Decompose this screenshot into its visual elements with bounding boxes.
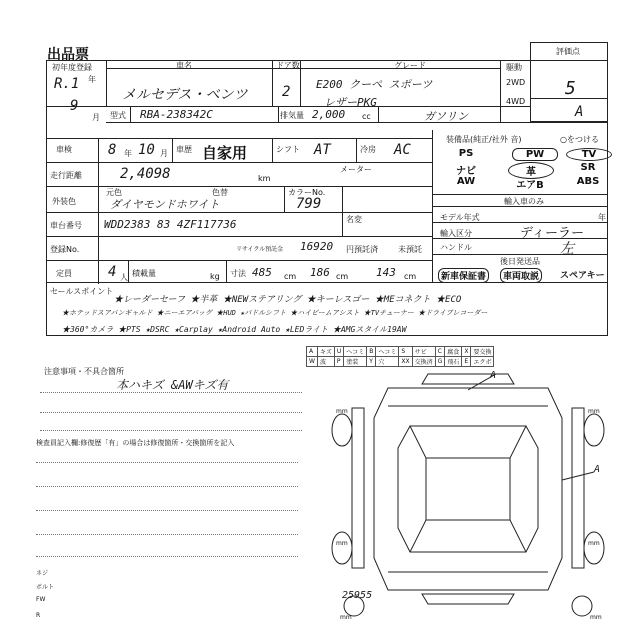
equip-abs: ABS (576, 176, 600, 187)
sales-label: セールスポイント (50, 287, 114, 296)
grade-line1: E200 クーペ スポーツ (316, 78, 433, 91)
interior-score: A (575, 104, 584, 120)
legend-cell: E (462, 357, 471, 367)
inspection-year: 8 (108, 142, 117, 158)
ac: AC (394, 142, 411, 158)
recycle-amount: 16920 (300, 240, 334, 253)
car-name: メルセデス・ベンツ (122, 87, 248, 103)
first-reg-era: R.1 (54, 76, 80, 92)
usage: 自家用 (202, 144, 248, 162)
model-code: RBA-238342C (140, 108, 213, 121)
legend-cell: C (435, 347, 445, 357)
recycle-unpaid: 未預託 (398, 245, 422, 254)
usage-label: 車歴 (176, 145, 192, 154)
import-only: 輸入車のみ (504, 197, 544, 206)
width-unit: cm (336, 272, 349, 281)
legend-cell: 交換済 (412, 357, 435, 367)
sales-line-1: ★レーダーセーフ ★半革 ★NEWステアリング ★キーレスゴー ★MEコネクト ★ECO (114, 295, 462, 305)
car-name-label: 車名 (176, 61, 192, 70)
equip-note: ○をつける (560, 135, 599, 144)
vin-label: 車台番号 (50, 221, 82, 230)
first-reg-month: 9 (70, 98, 79, 114)
mm-label-fl: mm (336, 408, 348, 415)
legend-cell: 波 (317, 357, 334, 367)
legend-cell: S (399, 347, 412, 357)
color-value: ダイヤモンドホワイト (110, 198, 220, 211)
notes-label: 注意事項・不具合箇所 (44, 367, 124, 376)
capacity: 4 (108, 264, 117, 280)
recycle-unit: 円預託済 (346, 245, 378, 254)
side-label-r: R (36, 612, 41, 619)
legend-cell: X (462, 347, 471, 357)
legend-cell: 塗装 (344, 357, 367, 367)
displacement: 2,000 (312, 108, 346, 121)
drive-2wd: 2WD (506, 78, 526, 87)
fuel: ガソリン (424, 110, 468, 123)
height-unit: cm (404, 272, 417, 281)
drive-label: 駆動 (506, 63, 522, 72)
vin: WDD2383 83 4ZF117736 (104, 218, 237, 231)
car-damage-diagram (318, 368, 618, 618)
mm-label-fr: mm (588, 408, 600, 415)
drive-4wd: 4WD (506, 97, 526, 106)
doors: 2 (282, 84, 291, 100)
legend-cell: G (435, 357, 445, 367)
displacement-unit: cc (362, 112, 371, 121)
side-label-fw: FW (36, 596, 46, 603)
sales-line-3: ★360°カメラ ★PTS ★DSRC ★Carplay ★Android Auto ★LEDライト ★AMGスタイル19AW (62, 325, 407, 334)
reg-label: 登録No. (50, 245, 80, 254)
wheel-rear-right (584, 532, 604, 564)
length: 485 (252, 266, 272, 279)
year-label: 年 (88, 75, 96, 84)
model-year-unit: 年 (598, 213, 606, 222)
color-change-label: 色替 (212, 188, 228, 197)
right-side-outline (572, 408, 584, 568)
doc-warranty: 新車保証書 (438, 268, 489, 283)
inspection-label: 車検 (56, 145, 72, 154)
capacity-label: 定員 (56, 269, 72, 278)
legend-cell: 腐食 (445, 347, 462, 357)
wheel-rear-left (332, 532, 352, 564)
legend-cell: 要交換 (471, 347, 494, 357)
sales-line-2: ★ホテッドスアバンギャルド ★ニーエアバッグ ★HUD ★パドルシフト ★ハイビームアシスト ★TVチューナー ★ドライブレコーダー (62, 309, 488, 317)
mm-label-spare-l: mm (340, 614, 352, 621)
legend-cell: キズ (317, 347, 334, 357)
color-code: 799 (296, 196, 322, 212)
color-label: 外装色 (52, 197, 76, 206)
mm-label-rl: mm (336, 540, 348, 547)
orig-color-label: 元色 (106, 188, 122, 197)
legend-cell: XX (399, 357, 412, 367)
doors-label: ドア数 (276, 61, 300, 70)
equip-aw: AW (456, 176, 476, 187)
load-unit: kg (210, 272, 220, 281)
meter-label: メーター (340, 165, 372, 174)
doc-spare-key: スペアキー (560, 271, 605, 281)
import-class-label: 輸入区分 (440, 229, 472, 238)
legend-cell: ヘコミ (344, 347, 367, 357)
equip-tv: TV (566, 148, 612, 161)
notes-text: 本ハキズ &AWキズ有 (116, 378, 229, 392)
side-label-screw: ネジ (36, 570, 49, 577)
damage-arrow-side (562, 472, 594, 480)
inspector-label: 検査員記入欄:修復歴「有」の場合は修復箇所・交換箇所を記入 (36, 439, 235, 447)
grade-line2: レザーPKG (324, 96, 377, 109)
mm-label-spare-r: mm (590, 614, 602, 621)
equip-ps: PS (458, 148, 474, 159)
month-label: 月 (92, 113, 100, 122)
equip-sr: SR (580, 162, 596, 173)
equip-leather: 革 (508, 162, 554, 179)
legend-cell: ヘコミ (376, 347, 399, 357)
inspection-month: 10 (138, 142, 155, 158)
mileage-unit: km (258, 174, 271, 183)
displacement-label: 排気量 (280, 111, 304, 120)
shift-label: シフト (276, 145, 300, 154)
model-year-label: モデル年式 (440, 213, 480, 222)
model-label: 型式 (110, 111, 126, 120)
legend-cell: W (307, 357, 318, 367)
car-body-outline (374, 388, 562, 590)
mm-label-rr: mm (588, 540, 600, 547)
recycle-label: リサイクル預託金 (236, 246, 284, 253)
legend-cell: U (334, 347, 343, 357)
equip-navi: ナビ (456, 166, 476, 177)
legend-cell: B (367, 347, 376, 357)
grade-label: グレード (394, 61, 426, 70)
stock-number: 25955 (342, 590, 373, 601)
first-reg-label: 初年度登録 (52, 63, 92, 72)
mileage-label: 走行距離 (50, 171, 82, 180)
legend-cell: A (307, 347, 318, 357)
length-unit: cm (284, 272, 297, 281)
inspection-month-unit: 月 (160, 149, 168, 158)
equip-pw: PW (512, 148, 558, 161)
capacity-unit: 人 (120, 273, 128, 282)
eval-label: 評価点 (556, 47, 580, 56)
damage-legend (306, 346, 494, 367)
after-label: 後日発送品 (500, 257, 540, 266)
width: 186 (310, 266, 330, 279)
legend-cell: エクボ (471, 357, 494, 367)
ac-label: 冷房 (360, 145, 376, 154)
car-roof-outline (426, 458, 510, 520)
handle-label: ハンドル (440, 243, 472, 252)
equip-airbag: エアB (516, 180, 544, 191)
legend-cell: 飛石 (445, 357, 462, 367)
color-code-label: カラーNo. (288, 188, 326, 197)
doc-manual: 車両取説 (500, 268, 542, 283)
equip-header: 装備品(純正/社外 音) (446, 135, 522, 144)
load-label: 積載量 (132, 269, 156, 278)
wheel-front-right (584, 414, 604, 446)
legend-cell: 穴 (376, 357, 399, 367)
shift: AT (314, 142, 331, 158)
legend-cell: P (334, 357, 343, 367)
damage-mark-top: A (490, 370, 497, 381)
size-label: 寸法 (230, 269, 246, 278)
legend-cell: サビ (412, 347, 435, 357)
side-label-bolt: ボルト (36, 584, 55, 591)
front-bumper (422, 374, 514, 384)
handle: 左 (560, 241, 574, 257)
name-change-label: 名変 (346, 215, 362, 224)
wheel-front-left (332, 414, 352, 446)
legend-cell: Y (367, 357, 376, 367)
inspection-year-unit: 年 (124, 149, 132, 158)
rear-bumper (422, 594, 514, 604)
import-class: ディーラー (520, 226, 584, 241)
spare-wheel-right (572, 596, 592, 616)
sheet-title: 出品票 (47, 47, 89, 63)
eval-score: 5 (565, 78, 576, 99)
mileage: 2,4098 (120, 166, 171, 182)
height: 143 (376, 266, 396, 279)
damage-mark-side: A (594, 464, 601, 475)
left-side-outline (352, 408, 364, 568)
